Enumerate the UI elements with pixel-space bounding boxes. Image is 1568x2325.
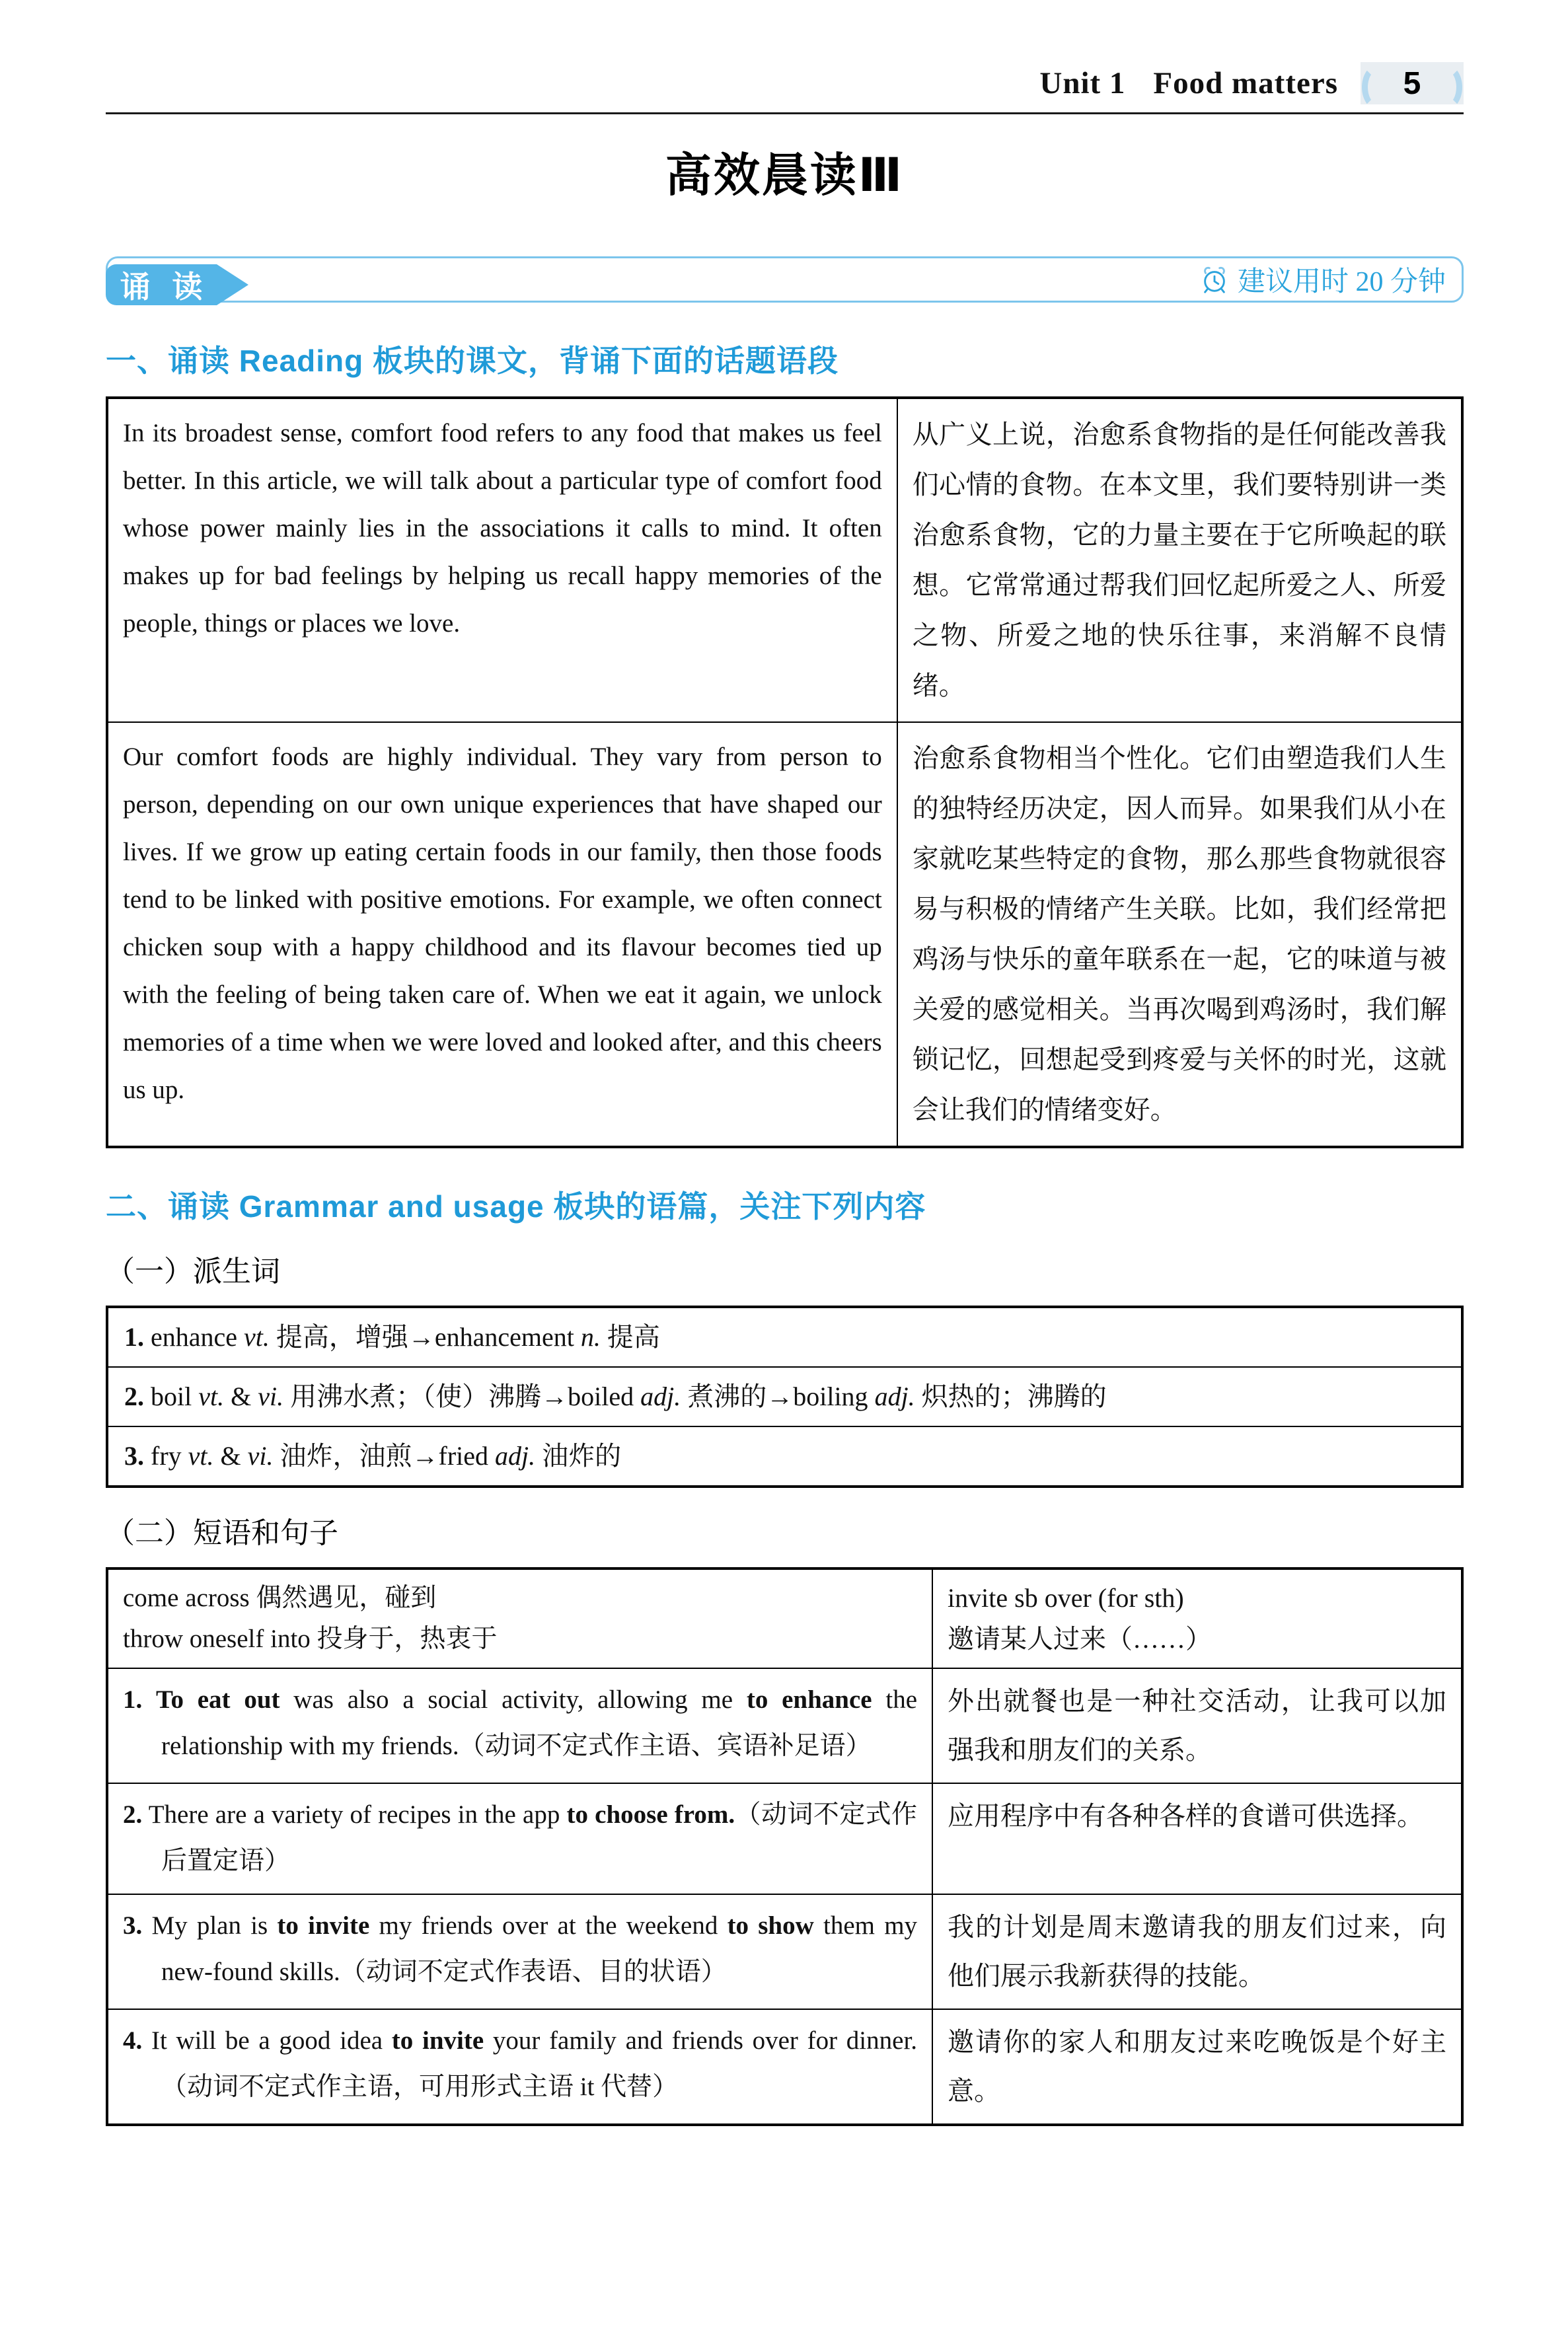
- header-divider: [106, 112, 1464, 114]
- table-row: [107, 1568, 1462, 1668]
- section-one-heading: 一、诵读 Reading 板块的课文，背诵下面的话题语段: [106, 344, 839, 378]
- derivative-entry: 1. enhance vt. 提高，增强→enhancement n. 提高: [107, 1307, 1462, 1367]
- table-row: [107, 1894, 1462, 2009]
- phrases-label: （二）短语和句子: [106, 1517, 338, 1549]
- derivative-entry: 2. boil vt. & vi. 用沸水煮；（使）沸腾→boiled adj. 煮沸的→boiling adj. 炽热的；沸腾的: [107, 1367, 1462, 1426]
- unit-label: Unit 1: [1039, 66, 1126, 100]
- time-suggestion: [1199, 260, 1446, 299]
- table-row: [107, 1783, 1462, 1894]
- page-header: [106, 0, 1464, 104]
- page-content: [106, 0, 1464, 2126]
- sentence-chinese: 邀请你的家人和朋友过来吃晚饭是个好主意。: [932, 2009, 1462, 2125]
- page-number-badge: [1361, 62, 1464, 104]
- section-two-heading: 二、诵读 Grammar and usage 板块的语篇，关注下列内容: [106, 1189, 926, 1224]
- sentence-chinese: 应用程序中有各种各样的食谱可供选择。: [932, 1783, 1462, 1894]
- table-row: [107, 722, 1462, 1147]
- sentence-chinese: 外出就餐也是一种社交活动，让我可以加强我和朋友们的关系。: [932, 1668, 1462, 1783]
- recite-tab-label: 诵 读: [120, 270, 209, 304]
- sentence-chinese: 我的计划是周末邀请我的朋友们过来，向他们展示我新获得的技能。: [932, 1894, 1462, 2009]
- table-row: [107, 1307, 1462, 1367]
- page-title: 高效晨读Ⅲ: [665, 149, 905, 201]
- sentence-english: 3. My plan is to invite my friends over at the weekend to show them my new-found skills.（动词不定式作表语、目的状语）: [107, 1894, 932, 2009]
- phrases-table: [106, 1567, 1464, 2126]
- bracket-right-icon: [1433, 65, 1462, 109]
- chinese-paragraph: 治愈系食物相当个性化。它们由塑造我们人生的独特经历决定，因人而异。如果我们从小在家就吃某些特定的食物，那么那些食物就很容易与积极的情绪产生关联。比如，我们经常把鸡汤与快乐的童年联系在一起，它的味道与被关爱的感觉相关。当再次喝到鸡汤时，我们解锁记忆，回想起受到疼爱与关怀的时光，这就会让我们的情绪变好。: [897, 722, 1462, 1147]
- recite-tab: [106, 264, 217, 305]
- table-row: [107, 1367, 1462, 1426]
- phrase-list-en: [107, 1568, 932, 1668]
- phrase-entry: come across 偶然遇见，碰到: [123, 1584, 437, 1612]
- recite-tab-arrow: [217, 264, 248, 305]
- phrase-list-zh: [932, 1568, 1462, 1668]
- table-row: [107, 398, 1462, 722]
- english-paragraph: In its broadest sense, comfort food refers to any food that makes us feel better. In this article, we will talk about a particular type of comfort food whose power mainly lies in the associations it calls to mind. It often makes up for bad feelings by helping us recall happy memories of the people, things or places we love.: [107, 398, 897, 722]
- unit-topic: Food matters: [1153, 66, 1338, 100]
- derivative-entry: 3. fry vt. & vi. 油炸，油煎→fried adj. 油炸的: [107, 1426, 1462, 1487]
- phrase-entry: throw oneself into 投身于，热衷于: [123, 1625, 498, 1653]
- reading-table: [106, 396, 1464, 1148]
- alarm-clock-icon: [1199, 264, 1230, 295]
- table-row: [107, 2009, 1462, 2125]
- table-row: [107, 1426, 1462, 1487]
- recite-banner: [106, 256, 1464, 303]
- derivatives-table: [106, 1306, 1464, 1488]
- page-number: 5: [1403, 65, 1421, 101]
- bracket-left-icon: [1362, 65, 1391, 109]
- sentence-english: 4. It will be a good idea to invite your family and friends over for dinner.（动词不定式作主语，可用形式主语 it 代替）: [107, 2009, 932, 2125]
- english-paragraph: Our comfort foods are highly individual. They vary from person to person, depending on our own unique experiences that have shaped our lives. If we grow up eating certain foods in our family, then those foods tend to be linked with positive emotions. For example, we often connect chicken soup with a happy childhood and its flavour becomes tied up with the feeling of being taken care of. When we eat it again, we unlock memories of a time when we were loved and looked after, and this cheers us up.: [107, 722, 897, 1147]
- phrase-entry: 邀请某人过来（……）: [948, 1624, 1213, 1654]
- chinese-paragraph: 从广义上说，治愈系食物指的是任何能改善我们心情的食物。在本文里，我们要特别讲一类治愈系食物，它的力量主要在于它所唤起的联想。它常常通过帮我们回忆起所爱之人、所爱之物、所爱之地的快乐往事，来消解不良情绪。: [897, 398, 1462, 722]
- time-suggestion-label: 建议用时 20 分钟: [1237, 267, 1446, 297]
- phrase-entry: invite sb over (for sth): [948, 1583, 1184, 1613]
- sentence-english: 2. There are a variety of recipes in the app to choose from.（动词不定式作后置定语）: [107, 1783, 932, 1894]
- sentence-english: 1. To eat out was also a social activity, allowing me to enhance the relationship with my friends.（动词不定式作主语、宾语补足语）: [107, 1668, 932, 1783]
- derivatives-label: （一）派生词: [106, 1255, 280, 1288]
- table-row: [107, 1668, 1462, 1783]
